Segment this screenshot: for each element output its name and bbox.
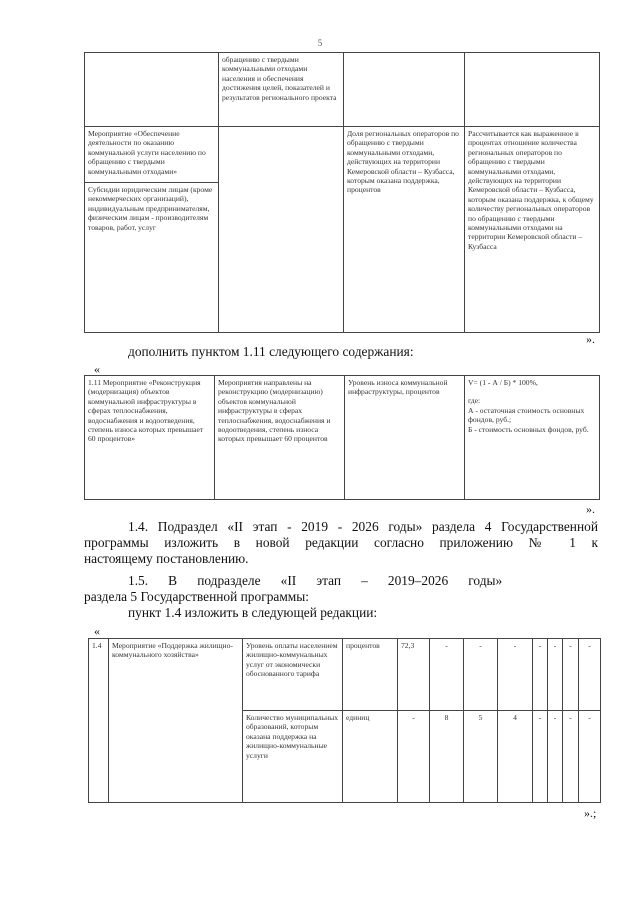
closing-quote-1: ». xyxy=(586,332,595,346)
table3-value-cell: - xyxy=(548,711,563,803)
table3-value-cell: - xyxy=(430,639,464,711)
table3-value-cell: 72,3 xyxy=(398,639,430,711)
formula: V= (1 - А / Б) * 100%, xyxy=(468,378,538,387)
table3-value-cell: - xyxy=(498,639,533,711)
formula-where: где: xyxy=(468,396,481,406)
opening-quote-3: « xyxy=(94,624,100,638)
table3-value-cell: - xyxy=(563,639,579,711)
table3-value-cell: - xyxy=(533,639,548,711)
table1-top-cell: обращению с твердыми коммунальными отходами населения и обеспечения достижения целей, показателей и результатов регионального проекта xyxy=(219,53,344,127)
paragraph-1-5-line-1: 1.5. В подразделе «II этап – 2019–2026 годы» xyxy=(128,573,503,588)
table3-number: 1.4 xyxy=(89,639,109,803)
table3-unit-1: процентов xyxy=(343,639,398,711)
table3-value-cell: 5 xyxy=(464,711,498,803)
table1-measure-main: Мероприятие «Обеспечение деятельности по оказанию коммунальной услуги населению по обращению с твердыми коммунальными отходами» xyxy=(88,129,206,176)
point-1-11-table xyxy=(84,375,600,500)
table3-measure: Мероприятие «Поддержка жилищно-коммунального хозяйства» xyxy=(109,639,243,803)
page-number: 5 xyxy=(317,38,323,48)
table3-unit-2: единиц xyxy=(343,711,398,803)
table1-indicator-cell: Доля региональных операторов по обращению с твердыми коммунальными отходами, действующих на территории Кемеровской области – Кузбасса, которым оказана поддержка, процентов xyxy=(344,127,465,333)
separator: ; xyxy=(593,806,597,820)
add-point-paragraph: дополнить пунктом 1.11 следующего содержания: xyxy=(128,344,414,359)
table3-value-cell: - xyxy=(548,639,563,711)
table3-value-cell: - xyxy=(464,639,498,711)
table3-value-cell: - xyxy=(533,711,548,803)
paragraph-1-5-line-2: раздела 5 Государственной программы: xyxy=(84,589,309,604)
table1-measure-cell xyxy=(85,127,219,333)
table2-formula-cell xyxy=(465,376,600,500)
table3-value-cell: - xyxy=(579,711,601,803)
formula-a-definition: А - остаточная стоимость основных фондов, руб.; xyxy=(468,405,585,425)
table2-description-cell: Мероприятия направлены на реконструкцию (модернизацию) объектов коммунальной инфраструктуры в сферах теплоснабжения, водоснабжения и водоотведения, степень износа которых превышает 60 процентов xyxy=(215,376,345,500)
paragraph-1-4-line-2: программы изложить в новой редакции согласно приложению № 1 к xyxy=(84,535,598,550)
opening-quote-2: « xyxy=(94,362,100,376)
formula-b-definition: Б - стоимость основных фондов, руб. xyxy=(468,424,589,434)
point-1-4-table xyxy=(88,638,601,803)
closing-quote-3-text: ». xyxy=(584,806,593,820)
paragraph-1-4-line-3: настоящему постановлению. xyxy=(84,551,249,566)
paragraph-1-4-line-1: 1.4. Подраздел «II этап - 2019 - 2026 годы» раздела 4 Государственной xyxy=(128,519,598,534)
table1-method-cell: Рассчитывается как выраженное в процентах отношение количества региональных операторов по обращению с твердыми коммунальными отходами, действующих на территории Кемеровской области – Кузбасса, которым оказана поддержка, к общему количеству региональных операторов по обращению с твердыми коммунальными отходами на территории Кемеровской области – Кузбасса xyxy=(465,127,600,333)
table3-value-cell: - xyxy=(579,639,601,711)
closing-quote-3 xyxy=(584,806,596,821)
table3-indicator-1: Уровень оплаты населением жилищно-коммунальных услуг от экономически обоснованного тарифа xyxy=(243,639,343,711)
table2-measure-cell: 1.11 Мероприятие «Реконструкция (модернизация) объектов коммунальной инфраструктуры в сферах теплоснабжения, водоснабжения и водоотведения, степень износа которых превышает 60 процентов» xyxy=(85,376,215,500)
table2-indicator-cell: Уровень износа коммунальной инфраструктуры, процентов xyxy=(345,376,465,500)
continuation-table xyxy=(84,52,600,333)
closing-quote-2: ». xyxy=(586,502,595,516)
table3-value-cell: 8 xyxy=(430,711,464,803)
table1-measure-subsidy: Субсидии юридическим лицам (кроме некоммерческих организаций), индивидуальным предпринимателям, физическим лицам - производителям товаров, работ, услуг xyxy=(85,182,218,232)
paragraph-1-5-line-3: пункт 1.4 изложить в следующей редакции: xyxy=(128,605,378,620)
table3-value-cell: - xyxy=(398,711,430,803)
table3-value-cell: - xyxy=(563,711,579,803)
table3-value-cell: 4 xyxy=(498,711,533,803)
table3-indicator-2: Количество муниципальных образований, которым оказана поддержка на жилищно-коммунальные услуги xyxy=(243,711,343,803)
